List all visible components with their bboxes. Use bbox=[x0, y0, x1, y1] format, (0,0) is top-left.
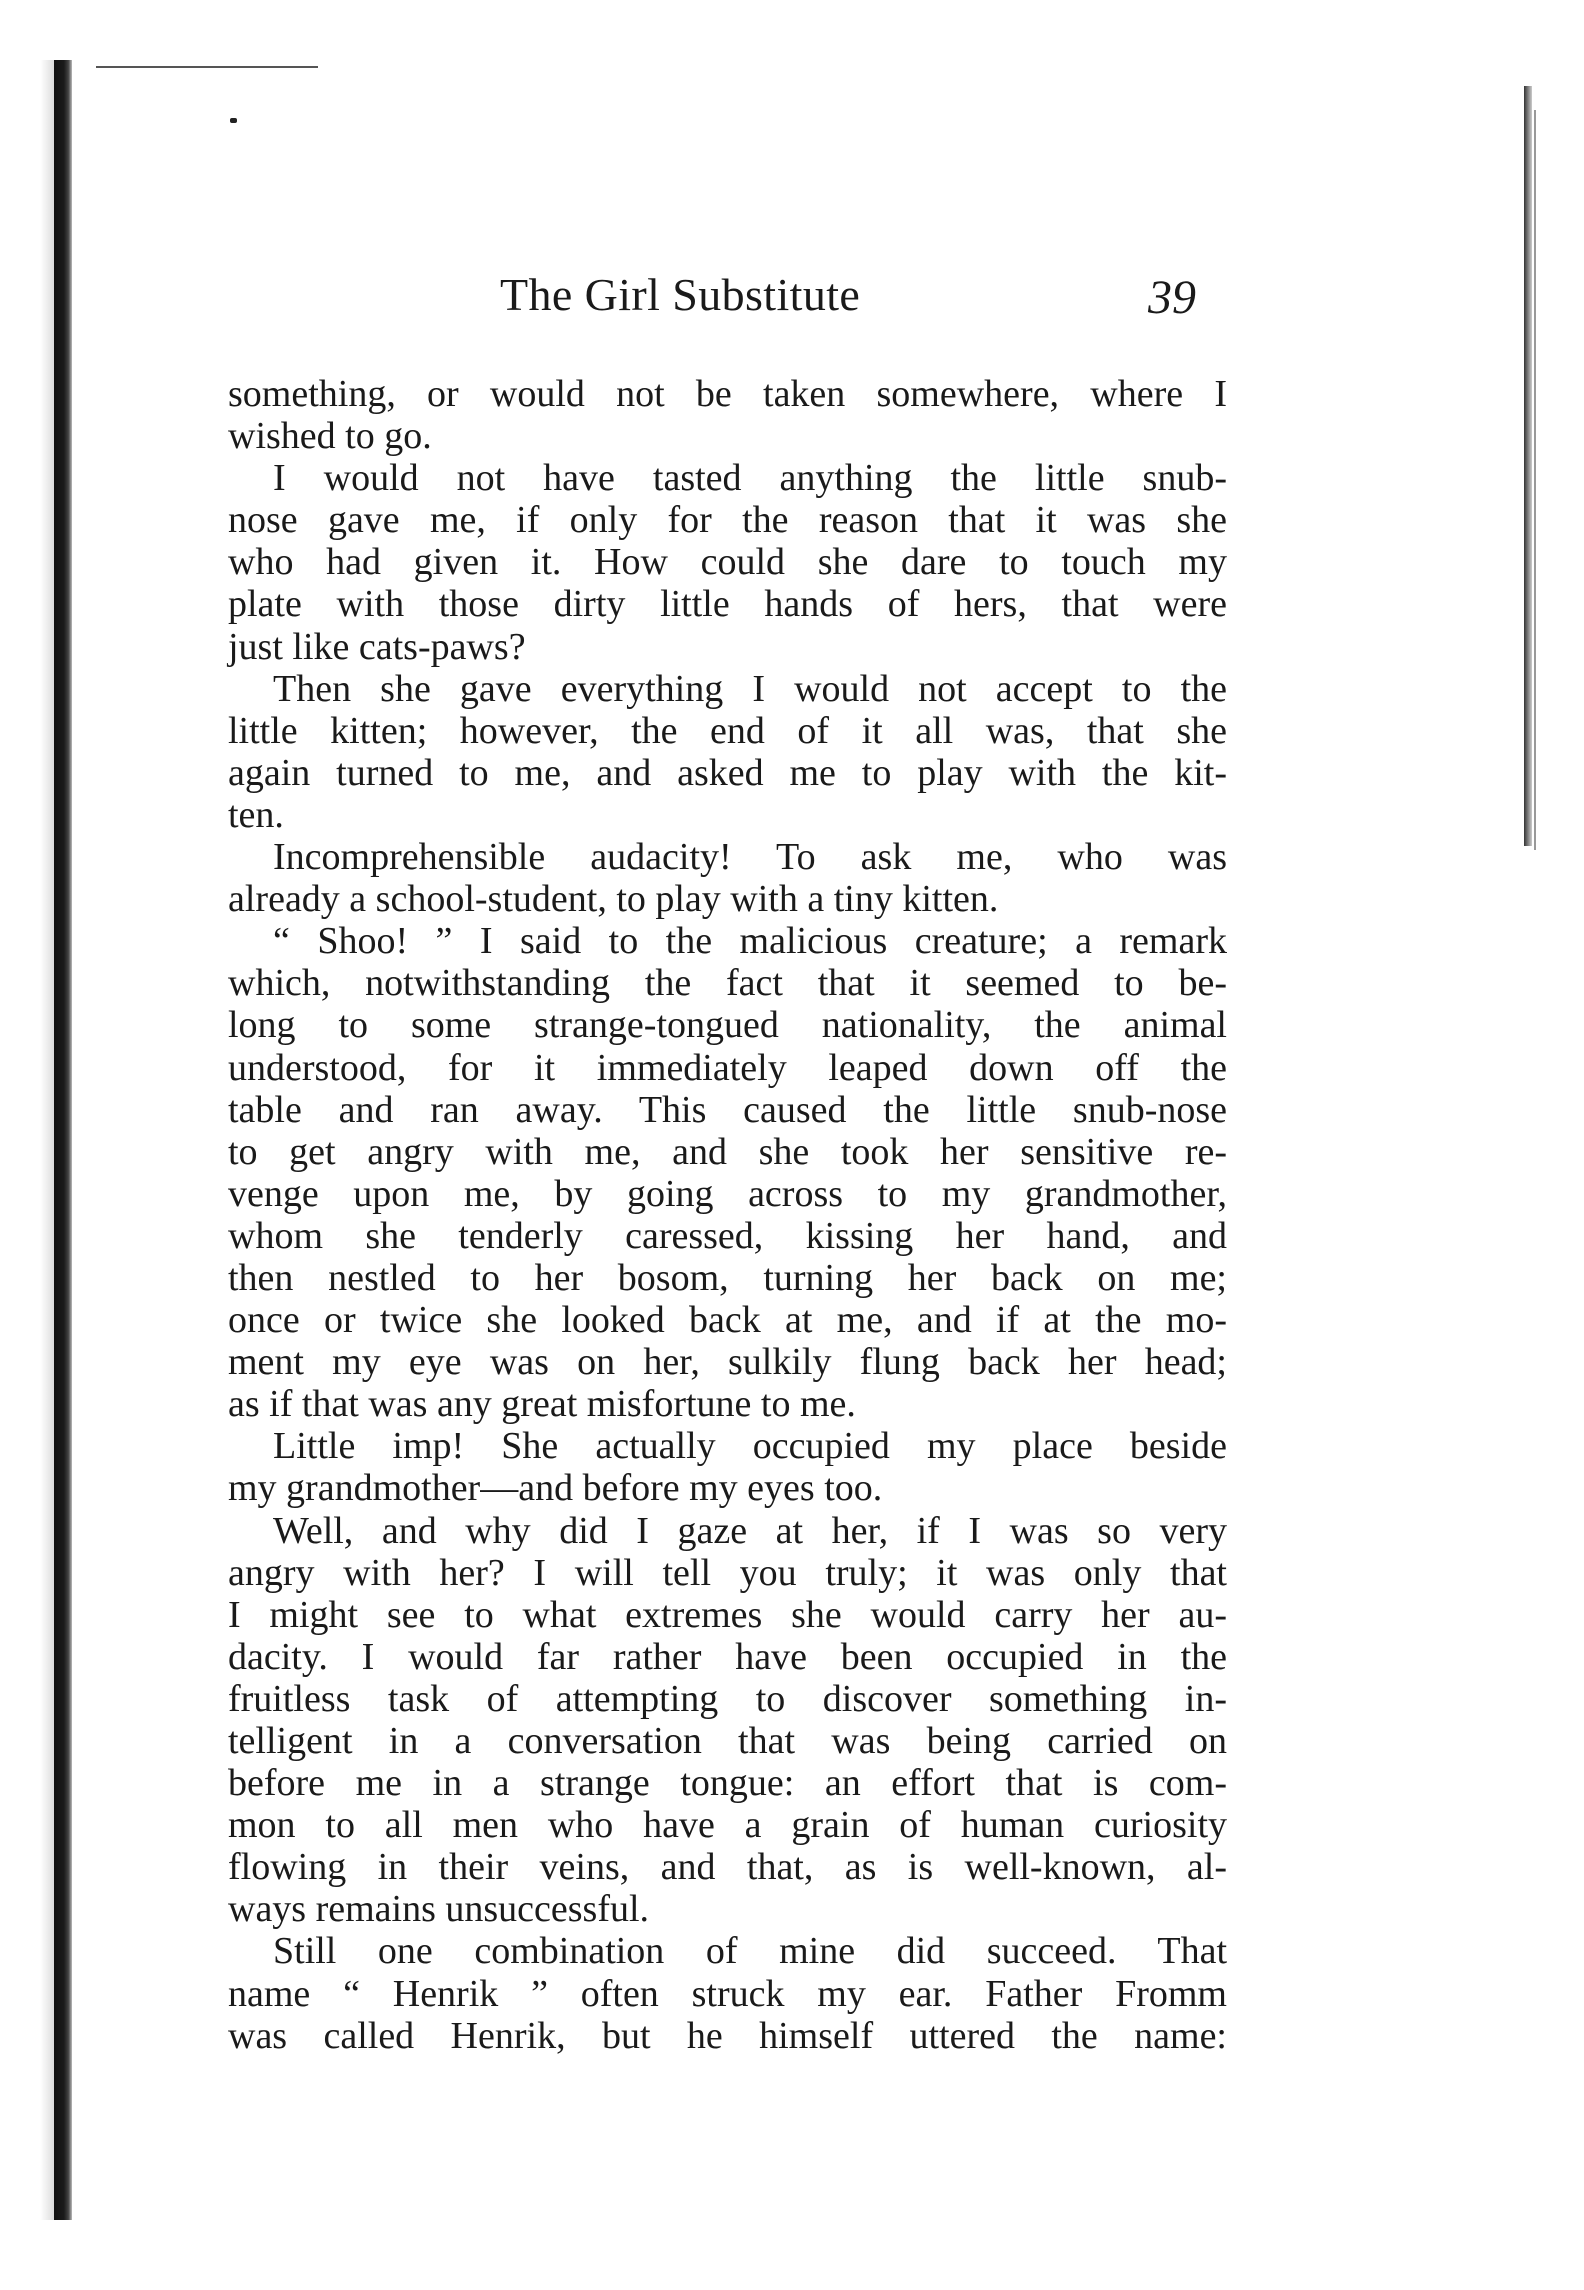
text-line: something, or would not be taken somewhere, where I bbox=[228, 373, 1227, 415]
page-binding-shadow bbox=[40, 60, 54, 2220]
text-line: name “ Henrik ” often struck my ear. Father Fromm bbox=[228, 1972, 1227, 2015]
text-line: already a school-student, to play with a tiny kitten. bbox=[228, 878, 999, 921]
text-line: mon to all men who have a grain of human curiosity bbox=[228, 1804, 1227, 1847]
body-text bbox=[228, 373, 1227, 2057]
page-right-edge-shadow bbox=[1524, 86, 1532, 846]
text-line: fruitless task of attempting to discover something in- bbox=[228, 1677, 1227, 1720]
text-line: “ Shoo! ” I said to the malicious creature; a remark bbox=[273, 920, 1227, 963]
text-line: angry with her? I will tell you truly; it was only that bbox=[228, 1551, 1227, 1594]
text-line: wished to go. bbox=[228, 415, 432, 458]
text-line: dacity. I would far rather have been occupied in the bbox=[228, 1635, 1227, 1678]
text-line: ten. bbox=[228, 793, 284, 836]
text-line: whom she tenderly caressed, kissing her hand, and bbox=[228, 1214, 1227, 1257]
text-line: plate with those dirty little hands of hers, that were bbox=[228, 583, 1227, 626]
text-line: who had given it. How could she dare to touch my bbox=[228, 541, 1227, 584]
text-line: table and ran away. This caused the little snub-nose bbox=[228, 1088, 1227, 1131]
text-line: Little imp! She actually occupied my place beside bbox=[273, 1425, 1227, 1468]
page-right-edge-line bbox=[1534, 110, 1536, 850]
text-line: Still one combination of mine did succeed. That bbox=[273, 1930, 1227, 1973]
text-line: once or twice she looked back at me, and if at the mo- bbox=[228, 1299, 1227, 1342]
text-line: ment my eye was on her, sulkily flung back her head; bbox=[228, 1341, 1227, 1384]
text-line: nose gave me, if only for the reason that it was she bbox=[228, 499, 1227, 542]
text-line: which, notwithstanding the fact that it seemed to be- bbox=[228, 962, 1227, 1005]
scan-edge-rule bbox=[96, 66, 318, 68]
text-line: then nestled to her bosom, turning her back on me; bbox=[228, 1256, 1227, 1299]
text-line: before me in a strange tongue: an effort that is com- bbox=[228, 1762, 1227, 1805]
text-line: Then she gave everything I would not accept to the bbox=[273, 667, 1227, 710]
text-line: I would not have tasted anything the little snub- bbox=[273, 457, 1227, 500]
text-line: my grandmother—and before my eyes too. bbox=[228, 1467, 883, 1510]
text-line: again turned to me, and asked me to play with the kit- bbox=[228, 751, 1227, 794]
page-header bbox=[228, 268, 1228, 338]
text-line: ways remains unsuccessful. bbox=[228, 1888, 650, 1931]
text-line: little kitten; however, the end of it all was, that she bbox=[228, 709, 1227, 752]
text-line: just like cats-paws? bbox=[228, 625, 526, 668]
text-line: venge upon me, by going across to my grandmother, bbox=[228, 1172, 1227, 1215]
text-line: was called Henrik, but he himself uttered the name: bbox=[228, 2014, 1227, 2057]
scan-speck bbox=[230, 118, 237, 123]
text-line: Well, and why did I gaze at her, if I was so very bbox=[273, 1509, 1227, 1552]
page-number: 39 bbox=[1148, 271, 1196, 324]
running-title: The Girl Substitute bbox=[500, 269, 861, 320]
text-line: as if that was any great misfortune to me. bbox=[228, 1383, 856, 1426]
text-line: understood, for it immediately leaped down off the bbox=[228, 1046, 1227, 1089]
text-line: telligent in a conversation that was being carried on bbox=[228, 1720, 1227, 1762]
text-line: to get angry with me, and she took her sensitive re- bbox=[228, 1130, 1227, 1173]
text-line: Incomprehensible audacity! To ask me, who was bbox=[273, 836, 1227, 879]
page-binding-edge bbox=[54, 60, 72, 2220]
text-line: flowing in their veins, and that, as is well-known, al- bbox=[228, 1846, 1227, 1889]
text-line: long to some strange-tongued nationality, the animal bbox=[228, 1004, 1227, 1047]
text-line: I might see to what extremes she would carry her au- bbox=[228, 1593, 1227, 1636]
